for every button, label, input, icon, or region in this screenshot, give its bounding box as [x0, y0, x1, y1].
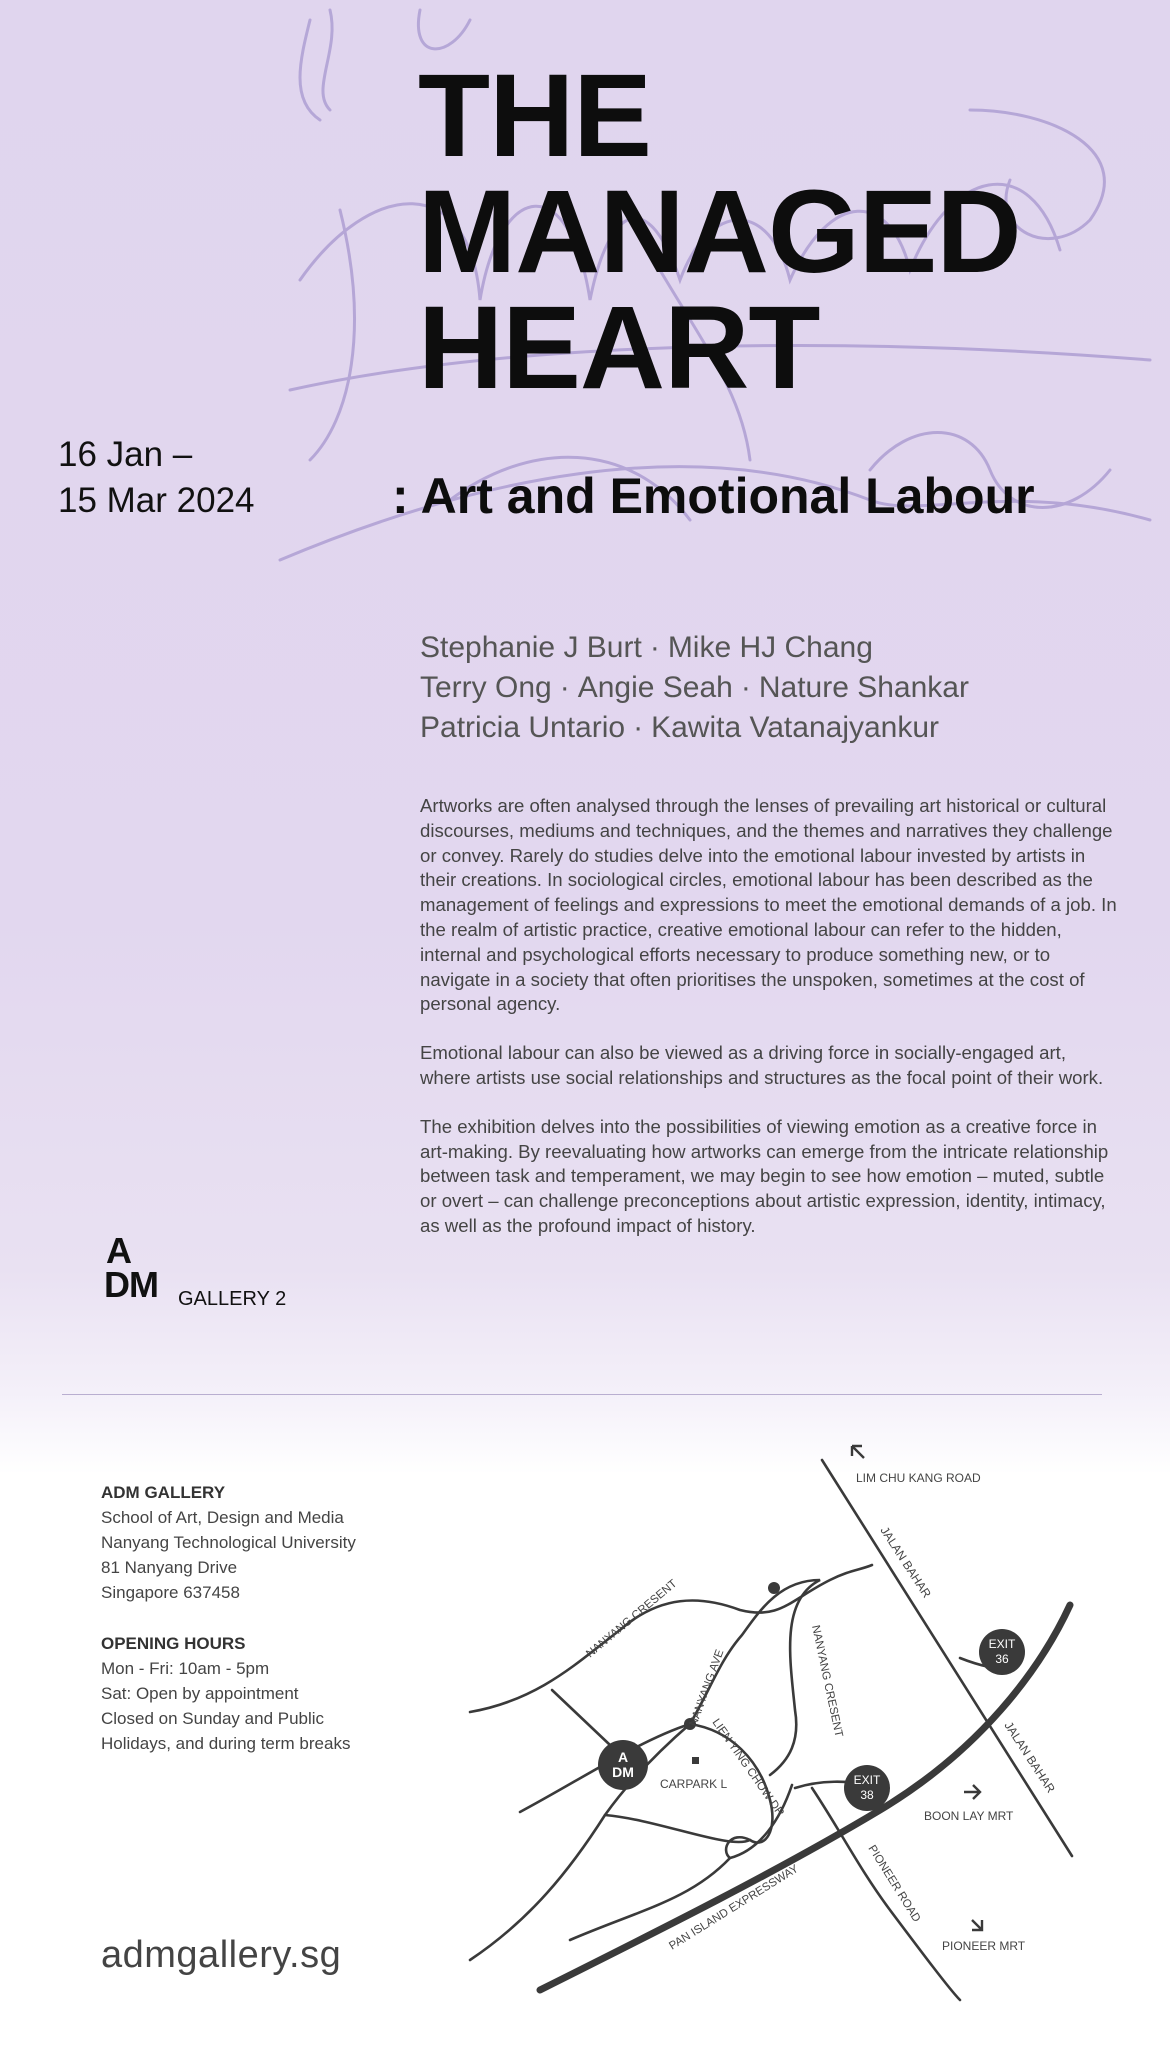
artist-name: Angie Seah — [577, 671, 733, 704]
exit-38-marker — [844, 1765, 890, 1811]
description-paragraph-1: Artworks are often analysed through the lenses of prevailing art historical or cultural discourses, mediums and techniques, and the themes and narratives they challenge or convey. Rarely do studies delve into the emotional labour invested by artists in their creations. In sociological circles, emotional labour has been described as the management of feelings and expressions to meet the emotional demands of a job. In the realm of artistic practice, creative emotional labour can refer to the hidden, internal and psychological efforts necessary to produce something new, or to navigate in a society that often prioritises the unspoken, sometimes at the cost of personal agency. — [420, 795, 1117, 1015]
road-campus-link — [552, 1690, 610, 1745]
label-pan-island-expressway: PAN ISLAND EXPRESSWAY — [667, 1862, 801, 1953]
artist-line-2 — [420, 668, 969, 708]
artist-name: Kawita Vatanajyankur — [651, 711, 940, 744]
junction-dot — [768, 1582, 780, 1594]
adm-gallery-logo — [104, 1230, 294, 1314]
hours-line: Mon - Fri: 10am - 5pm — [101, 1659, 270, 1678]
label-jalan-bahar: JALAN BAHAR — [877, 1524, 934, 1601]
exhibition-dates — [58, 432, 255, 524]
description-paragraph-3: The exhibition delves into the possibilities of viewing emotion as a creative force in art-making. By reevaluating how artworks can emerge from the intricate relationship between task and temperament, we may begin to see how emotion – muted, subtle or overt – can challenge preconceptions about artistic expression, identity, intimacy, as well as the profound impact of history. — [420, 1115, 1109, 1236]
artist-separator: · — [740, 671, 751, 704]
artist-list — [420, 628, 969, 748]
adm-logo-mark — [104, 1230, 158, 1305]
artist-name: Nature Shankar — [758, 671, 969, 704]
title-line-2: MANAGED — [418, 166, 1021, 298]
hours-line: Holidays, and during term breaks — [101, 1734, 351, 1753]
logo-letters-dm: DM — [104, 1264, 158, 1305]
label-lien-ying-chow: LIEN YING CHOW DR — [709, 1716, 786, 1819]
exhibition-subtitle: : Art and Emotional Labour — [392, 468, 1035, 524]
label-nanyang-crescent: NANYANG CRESENT — [584, 1577, 680, 1661]
artist-name: Terry Ong — [420, 671, 552, 704]
exit-36-number: 36 — [995, 1652, 1009, 1666]
label-pioneer-mrt: PIONEER MRT — [942, 1939, 1026, 1953]
venue-line: Nanyang Technological University — [101, 1533, 356, 1552]
venue-line: Singapore 637458 — [101, 1583, 240, 1602]
venue-line: 81 Nanyang Drive — [101, 1558, 238, 1577]
website-link[interactable]: admgallery.sg — [101, 1934, 342, 1976]
label-jalan-bahar: JALAN BAHAR — [1001, 1719, 1058, 1796]
label-lim-chu-kang: LIM CHU KANG ROAD — [856, 1471, 981, 1485]
exit-38-word: EXIT — [853, 1773, 881, 1787]
boon-lay-arrow-icon — [964, 1785, 980, 1799]
date-end: 15 Mar 2024 — [58, 481, 255, 520]
section-divider — [62, 1394, 1102, 1395]
road-campus-lower — [605, 1815, 750, 1842]
exhibition-description — [420, 794, 1120, 1263]
artist-separator: · — [649, 631, 660, 664]
description-paragraph-2: Emotional labour can also be viewed as a driving force in socially-engaged art, where artists use social relationships and structures as the focal point of their work. — [420, 1042, 1104, 1088]
title-line-3: HEART — [418, 282, 820, 414]
label-boon-lay-mrt: BOON LAY MRT — [924, 1809, 1014, 1823]
artist-name: Patricia Untario — [420, 711, 626, 744]
artist-separator: · — [633, 711, 644, 744]
artist-name: Stephanie J Burt — [420, 631, 642, 664]
hours-heading: OPENING HOURS — [101, 1634, 246, 1653]
north-arrow-icon — [852, 1446, 864, 1458]
label-nanyang-crescent: NANYANG CRESENT — [809, 1624, 845, 1739]
pioneer-arrow-icon — [972, 1920, 982, 1930]
location-map — [460, 1430, 1100, 2010]
artist-name: Mike HJ Chang — [667, 631, 873, 664]
venue-line: School of Art, Design and Media — [101, 1508, 344, 1527]
artist-line-1 — [420, 628, 969, 668]
artist-separator: · — [559, 671, 570, 704]
venue-info — [101, 1480, 421, 1756]
carpark-marker — [692, 1757, 699, 1764]
marker-letters-dm: DM — [612, 1764, 634, 1780]
hours-line: Closed on Sunday and Public — [101, 1709, 325, 1728]
label-carpark: CARPARK L — [660, 1777, 728, 1791]
date-start: 16 Jan – — [58, 435, 193, 474]
road-campus-south — [470, 1724, 690, 1960]
marker-letter-a: A — [617, 1749, 629, 1765]
exhibition-title — [418, 50, 1021, 414]
exit-38-number: 38 — [860, 1788, 874, 1802]
exit-36-marker — [979, 1629, 1025, 1675]
exit-36-word: EXIT — [988, 1637, 1016, 1651]
label-pioneer-road: PIONEER ROAD — [865, 1843, 923, 1925]
adm-location-marker — [598, 1740, 648, 1790]
logo-gallery-label: GALLERY 2 — [178, 1288, 287, 1310]
logo-letter-a: A — [106, 1230, 131, 1271]
title-line-1: THE — [418, 50, 651, 182]
hours-line: Sat: Open by appointment — [101, 1684, 299, 1703]
label-nanyang-ave: NANYANG AVE — [687, 1648, 727, 1729]
venue-heading: ADM GALLERY — [101, 1483, 226, 1502]
artist-line-3 — [420, 708, 969, 748]
